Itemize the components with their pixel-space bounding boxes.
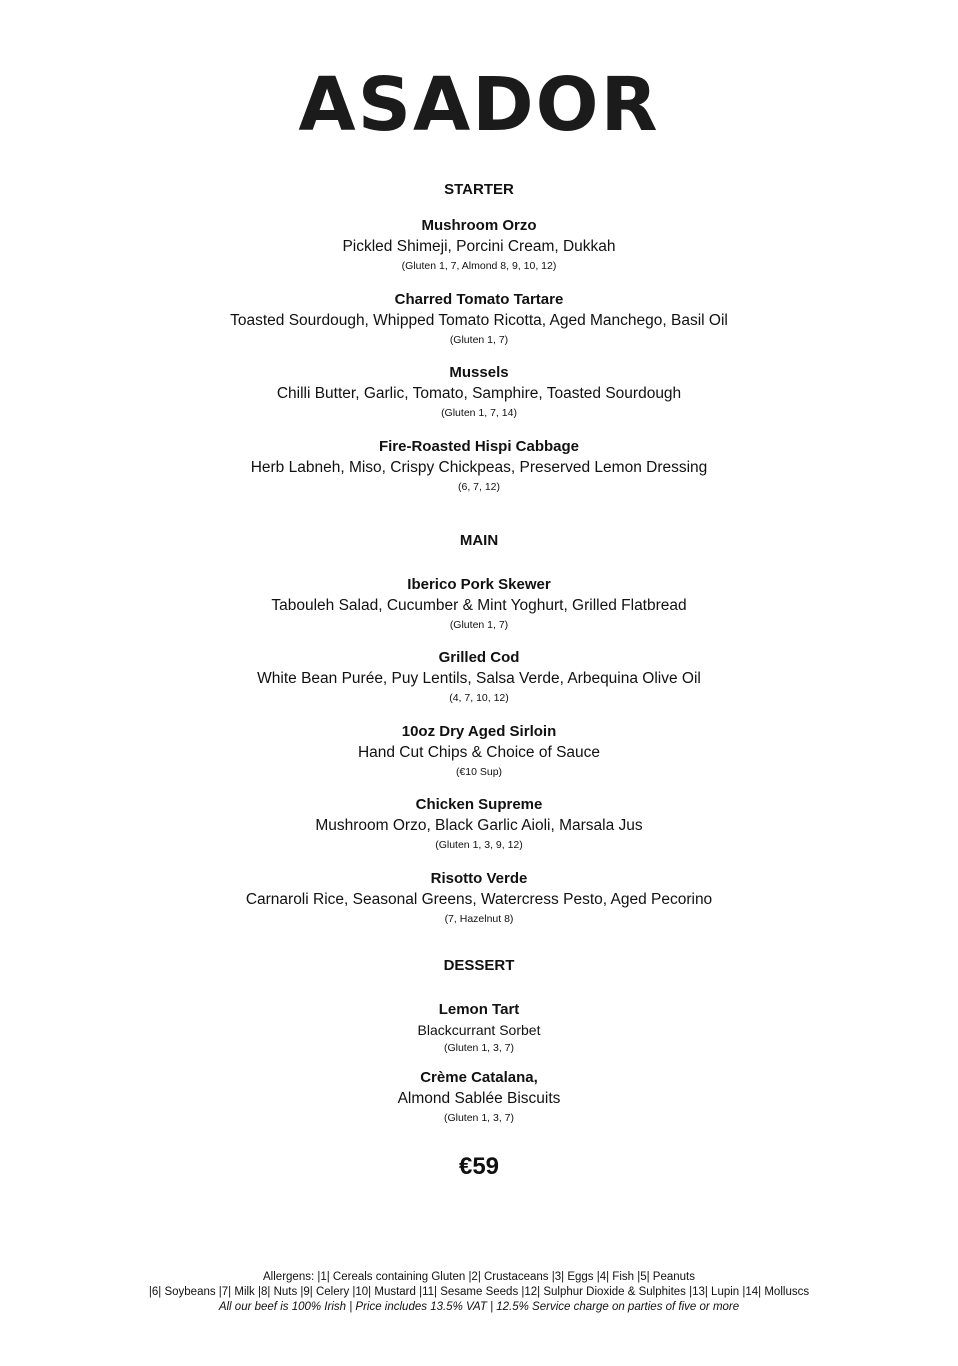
dish-name: Mussels	[449, 364, 509, 381]
dish-name: Fire-Roasted Hispi Cabbage	[378, 438, 580, 455]
dish-description: Blackcurrant Sorbet	[417, 1022, 541, 1038]
allergen-legend-line-2: |6| Soybeans |7| Milk |8| Nuts |9| Celery |10| Mustard |11| Sesame Seeds |12| Sulphur Dioxide & Sulphites |13| Lupin |14| Molluscs	[148, 1286, 810, 1298]
dish-item	[0, 648, 958, 722]
dish-item	[0, 216, 958, 290]
dish-allergens: (€10 Sup)	[455, 766, 503, 778]
dish-allergens: (Gluten 1, 7)	[449, 619, 509, 631]
dish-item	[0, 290, 958, 363]
dish-name: Iberico Pork Skewer	[407, 576, 551, 593]
dish-item	[0, 722, 958, 795]
dish-item	[0, 575, 958, 648]
dish-description: Toasted Sourdough, Whipped Tomato Ricotta, Aged Manchego, Basil Oil	[230, 312, 728, 329]
section-dessert	[0, 956, 958, 1000]
dish-allergens: (4, 7, 10, 12)	[449, 692, 509, 704]
allergen-legend-line-1: Allergens: |1| Cereals containing Gluten |2| Crustaceans |3| Eggs |4| Fish |5| Peanuts	[263, 1271, 695, 1283]
dish-description: Hand Cut Chips & Choice of Sauce	[357, 744, 601, 761]
dish-item	[0, 363, 958, 437]
section-title: STARTER	[444, 181, 514, 198]
dish-item	[0, 1068, 958, 1152]
dish-item	[0, 437, 958, 531]
dish-allergens: (Gluten 1, 7, Almond 8, 9, 10, 12)	[401, 260, 557, 272]
dish-item	[0, 1000, 958, 1068]
dish-name: Chicken Supreme	[415, 796, 543, 813]
dish-allergens: (Gluten 1, 3, 7)	[443, 1042, 515, 1054]
dish-allergens: (6, 7, 12)	[457, 481, 501, 493]
dish-description: White Bean Purée, Puy Lentils, Salsa Verde, Arbequina Olive Oil	[257, 670, 701, 687]
dish-description: Tabouleh Salad, Cucumber & Mint Yoghurt, Grilled Flatbread	[271, 597, 687, 614]
dish-item	[0, 795, 958, 869]
dish-name: 10oz Dry Aged Sirloin	[401, 723, 557, 740]
dish-allergens: (Gluten 1, 7, 14)	[441, 407, 517, 419]
dish-allergens: (Gluten 1, 3, 9, 12)	[435, 839, 523, 851]
restaurant-logo: ASADOR	[298, 62, 660, 148]
dish-name: Lemon Tart	[438, 1001, 520, 1018]
dish-description: Almond Sablée Biscuits	[397, 1090, 561, 1107]
dish-name: Crème Catalana,	[420, 1069, 538, 1086]
dish-description: Carnaroli Rice, Seasonal Greens, Watercress Pesto, Aged Pecorino	[245, 891, 713, 908]
section-title: DESSERT	[443, 957, 515, 974]
dish-allergens: (Gluten 1, 3, 7)	[443, 1112, 515, 1124]
menu	[0, 180, 958, 1182]
dish-description: Pickled Shimeji, Porcini Cream, Dukkah	[342, 238, 616, 255]
dish-description: Herb Labneh, Miso, Crispy Chickpeas, Preserved Lemon Dressing	[250, 459, 708, 476]
menu-price: €59	[458, 1153, 500, 1180]
allergen-footer	[0, 1270, 958, 1315]
section-main	[0, 531, 958, 575]
dish-name: Risotto Verde	[430, 870, 528, 887]
footer-notes: All our beef is 100% Irish | Price includes 13.5% VAT | 12.5% Service charge on parties of five or more	[218, 1301, 740, 1313]
dish-name: Mushroom Orzo	[421, 217, 537, 234]
dish-description: Chilli Butter, Garlic, Tomato, Samphire, Toasted Sourdough	[276, 385, 682, 402]
dish-name: Charred Tomato Tartare	[394, 291, 564, 308]
section-starter	[0, 180, 958, 216]
dish-item	[0, 869, 958, 956]
dish-allergens: (Gluten 1, 7)	[449, 334, 509, 346]
dish-name: Grilled Cod	[438, 649, 520, 666]
section-title: MAIN	[459, 532, 499, 549]
dish-allergens: (7, Hazelnut 8)	[444, 913, 514, 925]
dish-description: Mushroom Orzo, Black Garlic Aioli, Marsala Jus	[315, 817, 643, 834]
